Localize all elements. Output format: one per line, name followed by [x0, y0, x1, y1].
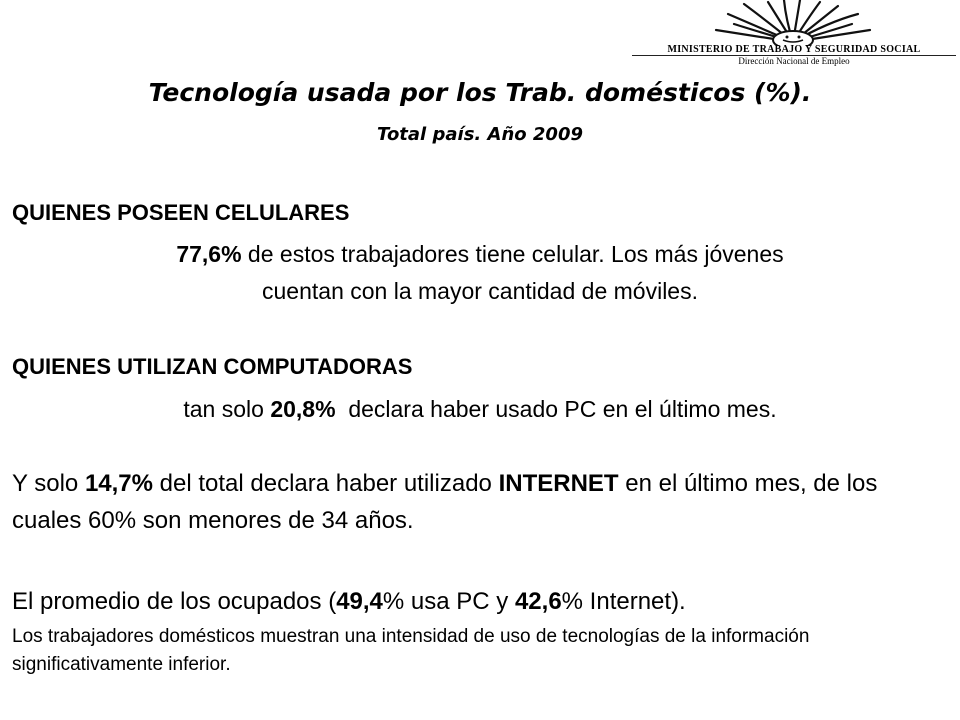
internet-paragraph [12, 465, 952, 539]
computers-text-a: tan solo [183, 396, 271, 422]
internet-keyword: INTERNET [498, 470, 619, 497]
ministry-direction: Dirección Nacional de Empleo [738, 56, 850, 66]
internet-value: 14,7% [84, 470, 153, 497]
ministry-name: MINISTERIO DE TRABAJO Y SEGURIDAD SOCIAL [667, 44, 921, 55]
average-pc-value: 49,4 [336, 588, 383, 615]
cellphones-text-b: cuentan con la mayor cantidad de móviles. [262, 278, 698, 304]
sun-emblem-icon [708, 0, 878, 46]
average-text-a: El promedio de los ocupados ( [12, 588, 337, 615]
computers-value: 20,8% [270, 396, 336, 422]
footnote: Los trabajadores domésticos muestran una intensidad de uso de tecnologías de la información significativamente inferior. [12, 626, 810, 675]
section-heading-cellphones: QUIENES POSEEN CELULARES [12, 200, 350, 225]
internet-text-a: Y solo [12, 470, 85, 497]
section-heading-computers: QUIENES UTILIZAN COMPUTADORAS [12, 354, 413, 379]
internet-text-c: en el último mes, de los cuales 60% son menores de 34 años. [12, 470, 878, 534]
internet-text-b: del total declara haber utilizado [153, 470, 499, 497]
computers-text-b: declara haber usado PC en el último mes. [335, 396, 777, 422]
page-title: Tecnología usada por los Trab. domésticos (%). [148, 78, 812, 107]
cellphones-paragraph [0, 236, 960, 310]
ministry-logo [628, 0, 960, 68]
cellphones-text-a: de estos trabajadores tiene celular. Los más jóvenes [241, 241, 784, 267]
average-internet-value: 42,6 [514, 588, 562, 615]
average-text-c: % Internet). [561, 588, 686, 615]
computers-paragraph [0, 391, 960, 428]
page-subtitle: Total país. Año 2009 [376, 124, 583, 145]
cellphones-value: 77,6% [176, 241, 242, 267]
average-text-b: % usa PC y [382, 588, 515, 615]
average-paragraph [12, 583, 952, 620]
